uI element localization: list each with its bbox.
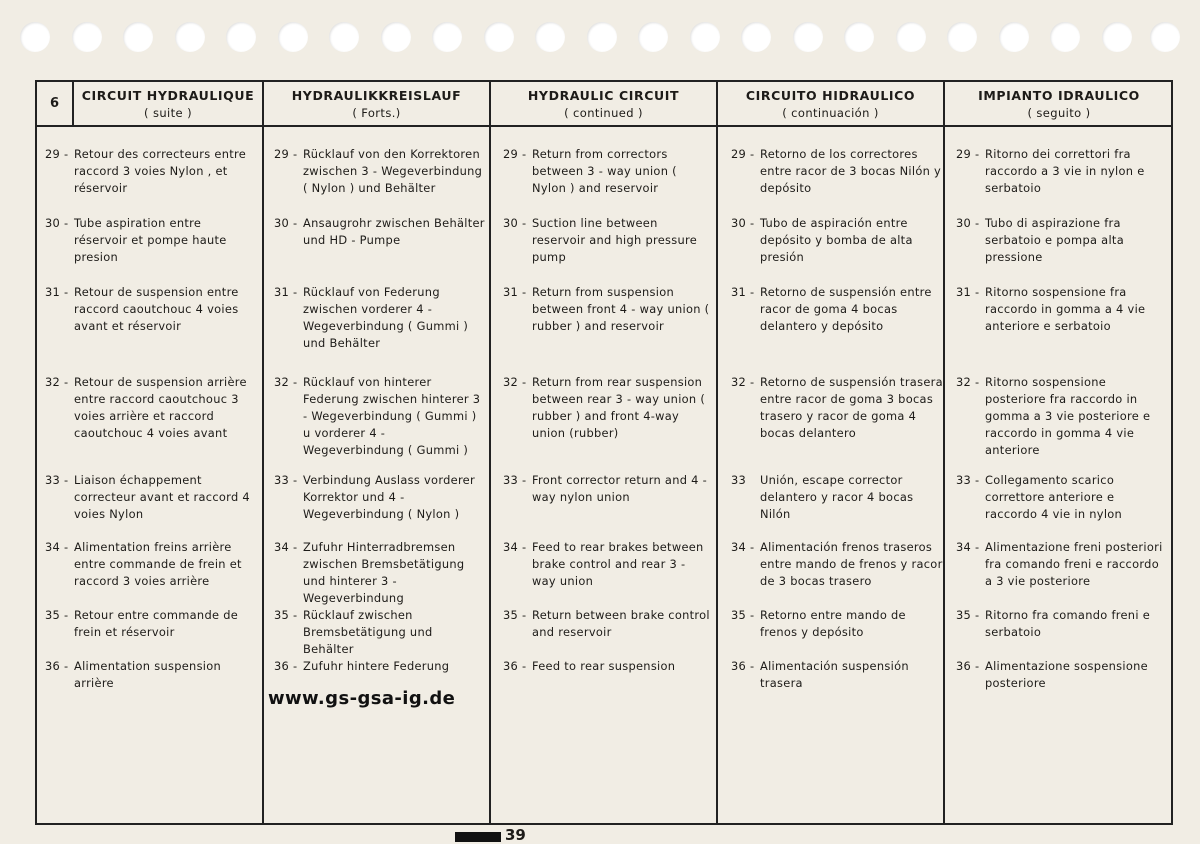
entry-number: 30 -	[45, 216, 69, 230]
entry-number: 35 -	[731, 608, 755, 622]
page-number: 39	[505, 826, 526, 844]
column-header-de	[264, 82, 489, 125]
entry-number: 33 -	[274, 473, 298, 487]
entry-number: 29 -	[956, 147, 980, 161]
entry-number: 34 -	[731, 540, 755, 554]
entry-text: Verbindung Auslass vorderer Korrektor und 4 - Wegeverbindung ( Nylon )	[303, 473, 475, 521]
table-entry	[274, 472, 486, 523]
entry-number: 30 -	[956, 216, 980, 230]
entry-number: 34 -	[274, 540, 298, 554]
entry-text: Retour de suspension entre raccord caoutchouc 4 voies avant et réservoir	[74, 285, 239, 333]
entry-text: Feed to rear suspension	[532, 659, 676, 673]
binder-hole	[226, 22, 256, 52]
entry-text: Zufuhr hintere Federung	[303, 659, 450, 673]
entry-number: 35 -	[956, 608, 980, 622]
entry-number: 34 -	[503, 540, 527, 554]
column-header-en	[491, 82, 716, 125]
binder-hole	[329, 22, 359, 52]
table-entry	[956, 607, 1168, 641]
binder-hole	[947, 22, 977, 52]
entry-number: 32 -	[731, 375, 755, 389]
binder-hole	[896, 22, 926, 52]
entry-text: Return from rear suspension between rear 3 - way union ( rubber ) and front 4-way union (rubber)	[532, 375, 706, 440]
binder-hole	[587, 22, 617, 52]
table-entry	[45, 215, 257, 266]
column-subtitle: ( seguito )	[1027, 105, 1091, 120]
entry-text: Alimentación frenos traseros entre mando de frenos y racor de 3 bocas trasero	[760, 540, 943, 588]
table-entry	[45, 658, 257, 692]
entry-text: Ritorno dei correttori fra raccordo a 3 vie in nylon e serbatoio	[985, 147, 1145, 195]
table-entry	[503, 658, 713, 675]
binder-hole	[278, 22, 308, 52]
table-entry	[45, 284, 257, 335]
entry-text: Liaison échappement correcteur avant et raccord 4 voies Nylon	[74, 473, 250, 521]
table-entry	[956, 658, 1168, 692]
table-entry	[956, 539, 1168, 590]
table-entry	[45, 539, 257, 590]
binder-hole	[535, 22, 565, 52]
entry-number: 33	[731, 473, 747, 487]
entry-text: Retorno de suspensión entre racor de goma 4 bocas delantero y depósito	[760, 285, 932, 333]
table-entry	[956, 215, 1168, 266]
entry-text: Tubo de aspiración entre depósito y bomba de alta presión	[760, 216, 913, 264]
entry-number: 32 -	[503, 375, 527, 389]
entry-text: Rücklauf von Federung zwischen vorderer 4 - Wegeverbindung ( Gummi ) und Behälter	[303, 285, 469, 350]
table-entry	[274, 374, 486, 459]
binder-hole	[638, 22, 668, 52]
entry-number: 35 -	[274, 608, 298, 622]
page-number-bar	[455, 832, 501, 842]
table-entry	[731, 539, 943, 590]
entry-text: Return between brake control and reservoir	[532, 608, 710, 639]
entry-number: 33 -	[503, 473, 527, 487]
column-subtitle: ( Forts.)	[352, 105, 401, 120]
binder-hole	[1050, 22, 1080, 52]
entry-text: Retour entre commande de frein et réservoir	[74, 608, 239, 639]
entry-text: Alimentazione sospensione posteriore	[985, 659, 1148, 690]
table-entry	[503, 284, 713, 335]
table-entry	[503, 215, 713, 266]
entry-text: Suction line between reservoir and high pressure pump	[532, 216, 698, 264]
entry-text: Unión, escape corrector delantero y racor 4 bocas Nilón	[760, 473, 914, 521]
column-divider	[716, 82, 718, 823]
binder-hole	[123, 22, 153, 52]
column-subtitle: ( continuación )	[782, 105, 879, 120]
table-entry	[45, 146, 257, 197]
column-title: IMPIANTO IDRAULICO	[978, 87, 1140, 103]
table-entry	[503, 374, 713, 442]
binder-hole	[381, 22, 411, 52]
column-header-es	[718, 82, 943, 125]
entry-text: Alimentazione freni posteriori fra comando freni e raccordo a 3 vie posteriore	[985, 540, 1163, 588]
table-entry	[274, 658, 486, 675]
entry-text: Retorno entre mando de frenos y depósito	[760, 608, 906, 639]
binder-hole	[999, 22, 1029, 52]
table-entry	[956, 374, 1168, 459]
column-header-it	[945, 82, 1173, 125]
entry-text: Zufuhr Hinterradbremsen zwischen Bremsbetätigung und hinterer 3 - Wegeverbindung	[303, 540, 465, 605]
binder-hole	[844, 22, 874, 52]
entry-number: 29 -	[731, 147, 755, 161]
entry-text: Ritorno fra comando freni e serbatoio	[985, 608, 1151, 639]
table-entry	[274, 146, 486, 197]
entry-text: Retour de suspension arrière entre raccord caoutchouc 3 voies arrière et raccord caoutchouc 4 voies avant	[74, 375, 247, 440]
entry-number: 33 -	[45, 473, 69, 487]
entry-text: Ritorno sospensione fra raccordo in gomma a 4 vie anteriore e serbatoio	[985, 285, 1146, 333]
binder-holes	[0, 22, 1200, 62]
binder-hole	[484, 22, 514, 52]
entry-text: Tube aspiration entre réservoir et pompe haute presion	[74, 216, 227, 264]
table-entry	[731, 146, 943, 197]
entry-number: 29 -	[45, 147, 69, 161]
entry-text: Alimentation suspension arrière	[74, 659, 222, 690]
binder-hole	[741, 22, 771, 52]
entry-number: 32 -	[956, 375, 980, 389]
entry-text: Feed to rear brakes between brake control and rear 3 - way union	[532, 540, 704, 588]
table-entry	[731, 374, 943, 442]
table-entry	[956, 284, 1168, 335]
entry-text: Ritorno sospensione posteriore fra raccordo in gomma a 3 vie posteriore e raccordo in gomma 4 vie anteriore	[985, 375, 1151, 457]
entry-text: Retorno de los correctores entre racor de 3 bocas Nilón y depósito	[760, 147, 942, 195]
entry-text: Return from correctors between 3 - way union ( Nylon ) and reservoir	[532, 147, 677, 195]
header-divider	[37, 125, 1171, 127]
column-title: CIRCUIT HYDRAULIQUE	[81, 87, 255, 103]
entry-text: Alimentation freins arrière entre commande de frein et raccord 3 voies arrière	[74, 540, 242, 588]
binder-hole	[72, 22, 102, 52]
entry-number: 36 -	[274, 659, 298, 673]
table-entry	[274, 607, 486, 658]
entry-text: Rücklauf von hinterer Federung zwischen hinterer 3 - Wegeverbindung ( Gummi ) u vorderer 4 - Wegeverbindung ( Gummi )	[303, 375, 481, 457]
entry-number: 31 -	[731, 285, 755, 299]
table-entry	[731, 215, 943, 266]
column-divider	[262, 82, 264, 823]
entry-text: Front corrector return and 4 - way nylon union	[532, 473, 708, 504]
entry-number: 36 -	[956, 659, 980, 673]
website-watermark: www.gs-gsa-ig.de	[268, 688, 456, 709]
entry-number: 32 -	[45, 375, 69, 389]
binder-hole	[690, 22, 720, 52]
table-entry	[503, 146, 713, 197]
column-subtitle: ( suite )	[144, 105, 192, 120]
entry-number: 35 -	[503, 608, 527, 622]
entry-text: Rücklauf zwischen Bremsbetätigung und Behälter	[303, 608, 433, 656]
binder-hole	[20, 22, 50, 52]
table-entry	[731, 658, 943, 692]
table-entry	[731, 472, 943, 523]
table-entry	[956, 146, 1168, 197]
binder-hole	[175, 22, 205, 52]
column-title: HYDRAULIC CIRCUIT	[527, 87, 680, 103]
entry-number: 30 -	[274, 216, 298, 230]
entry-number: 33 -	[956, 473, 980, 487]
table-entry	[503, 539, 713, 590]
column-header-fr	[74, 82, 262, 125]
entry-number: 34 -	[956, 540, 980, 554]
table-entry	[45, 472, 257, 523]
entry-number: 31 -	[503, 285, 527, 299]
entry-number: 31 -	[45, 285, 69, 299]
column-title: HYDRAULIKKREISLAUF	[291, 87, 462, 103]
binder-hole	[793, 22, 823, 52]
entry-text: Collegamento scarico correttore anteriore e raccordo 4 vie in nylon	[985, 473, 1123, 521]
entry-text: Retorno de suspensión trasera entre racor de goma 3 bocas trasero y racor de goma 4 bocas delantero	[760, 375, 943, 440]
entry-text: Alimentación suspensión trasera	[760, 659, 909, 690]
table-entry	[956, 472, 1168, 523]
table-entry	[45, 607, 257, 641]
entry-number: 35 -	[45, 608, 69, 622]
entry-number: 31 -	[274, 285, 298, 299]
entry-number: 36 -	[731, 659, 755, 673]
entry-text: Tubo di aspirazione fra serbatoio e pompa alta pressione	[985, 216, 1124, 264]
section-number: 6	[49, 96, 60, 111]
entry-text: Return from suspension between front 4 - way union ( rubber ) and reservoir	[532, 285, 710, 333]
entry-number: 31 -	[956, 285, 980, 299]
binder-hole	[432, 22, 462, 52]
entry-number: 32 -	[274, 375, 298, 389]
entry-text: Rücklauf von den Korrektoren zwischen 3 - Wegeverbindung ( Nylon ) und Behälter	[303, 147, 483, 195]
entry-number: 30 -	[503, 216, 527, 230]
entry-number: 30 -	[731, 216, 755, 230]
binder-hole	[1150, 22, 1180, 52]
column-divider	[489, 82, 491, 823]
entry-text: Retour des correcteurs entre raccord 3 voies Nylon , et réservoir	[74, 147, 247, 195]
table-entry	[274, 215, 486, 249]
table-entry	[731, 607, 943, 641]
binder-hole	[1102, 22, 1132, 52]
entry-number: 36 -	[45, 659, 69, 673]
entry-text: Ansaugrohr zwischen Behälter und HD - Pumpe	[303, 216, 485, 247]
column-divider	[943, 82, 945, 823]
column-title: CIRCUITO HIDRAULICO	[745, 87, 916, 103]
column-subtitle: ( continued )	[564, 105, 643, 120]
table-entry	[731, 284, 943, 335]
entry-number: 29 -	[274, 147, 298, 161]
entry-number: 29 -	[503, 147, 527, 161]
table-entry	[274, 284, 486, 352]
entry-number: 34 -	[45, 540, 69, 554]
table-entry	[503, 607, 713, 641]
table-entry	[45, 374, 257, 442]
table-entry	[503, 472, 713, 506]
entry-number: 36 -	[503, 659, 527, 673]
table-entry	[274, 539, 486, 607]
